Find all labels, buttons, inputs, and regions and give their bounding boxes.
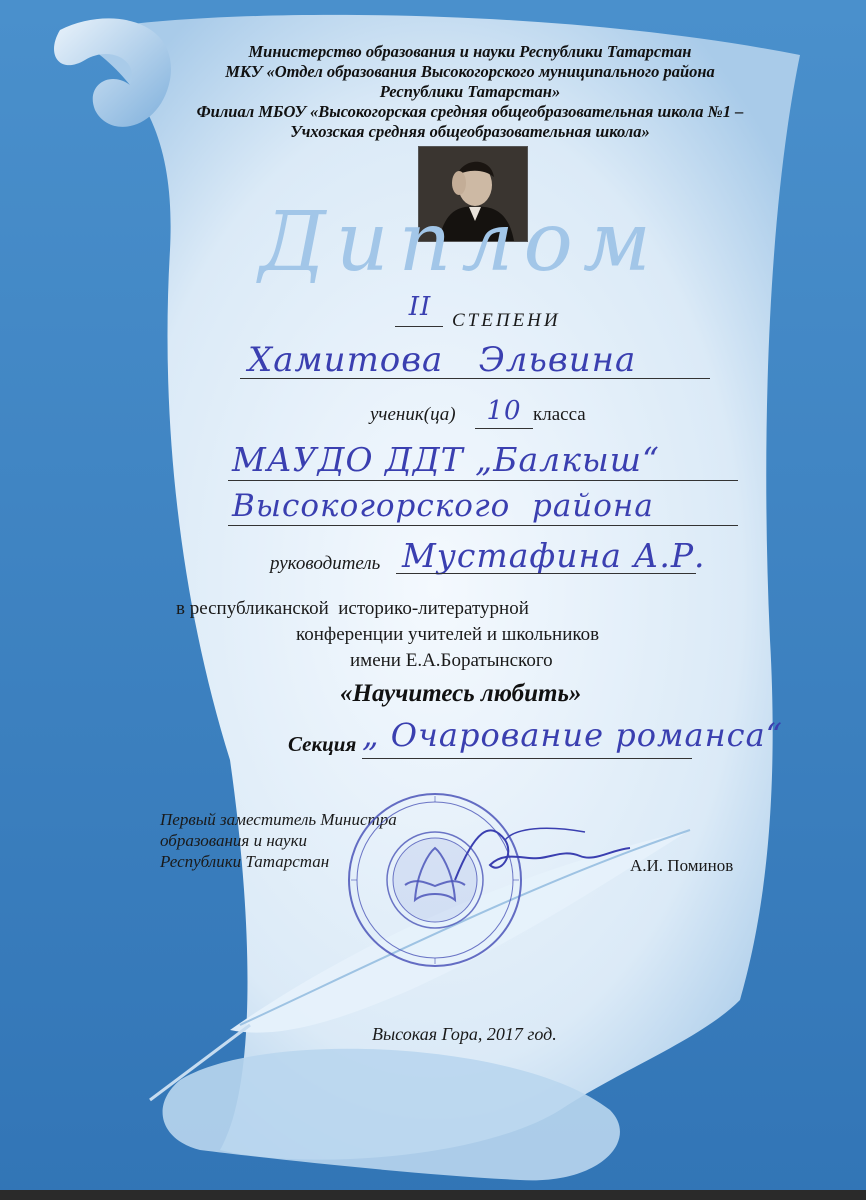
student-suffix: класса <box>533 404 586 425</box>
signatory-title-line1: Первый заместитель Министра <box>160 810 397 829</box>
section-value: „ Очарование романса“ <box>362 716 784 754</box>
supervisor-label: руководитель <box>270 553 381 574</box>
signatory-name: А.И. Поминов <box>630 856 734 875</box>
signature-mark <box>445 820 635 890</box>
event-line2: конференции учителей и школьников <box>296 624 600 645</box>
event-line3: имени Е.А.Боратынского <box>350 650 553 671</box>
organization-line1: МАУДО ДДТ „Балкыш“ <box>232 440 660 479</box>
student-prefix: ученик(ца) <box>370 404 456 425</box>
recipient-underline <box>240 378 710 379</box>
grade-underline <box>475 428 533 429</box>
recipient-name: Хамитова Эльвина <box>248 340 637 380</box>
organization-underline1 <box>228 480 738 481</box>
event-name: «Научитесь любить» <box>340 680 582 707</box>
header-school-name: Учхозская средняя общеобразовательная школа» <box>290 122 650 141</box>
header-ministry: Министерство образования и науки Республики Татарстан <box>248 42 692 61</box>
student-grade: 10 <box>486 396 522 426</box>
supervisor-name: Мустафина А.Р. <box>402 536 706 575</box>
diploma-title: Диплом <box>259 195 661 290</box>
organization-underline2 <box>228 525 738 526</box>
section-label: Секция <box>288 732 357 756</box>
section-underline <box>362 758 692 759</box>
degree-value: II <box>408 292 432 322</box>
signatory-title-line3: Республики Татарстан <box>160 852 330 871</box>
header-republic: Республики Татарстан» <box>379 82 561 101</box>
event-line1: в республиканской историко-литературной <box>176 598 529 619</box>
supervisor-underline <box>396 573 696 574</box>
footer-place-date: Высокая Гора, 2017 год. <box>372 1024 557 1044</box>
organization-line2: Высокогорского района <box>232 488 654 524</box>
header-school-branch: Филиал МБОУ «Высокогорская средняя общеобразовательная школа №1 – <box>196 102 744 121</box>
signatory-title-line2: образования и науки <box>160 831 308 850</box>
degree-underline <box>395 326 443 327</box>
header-department: МКУ «Отдел образования Высокогорского муниципального района <box>225 62 715 81</box>
degree-label: СТЕПЕНИ <box>452 310 561 331</box>
